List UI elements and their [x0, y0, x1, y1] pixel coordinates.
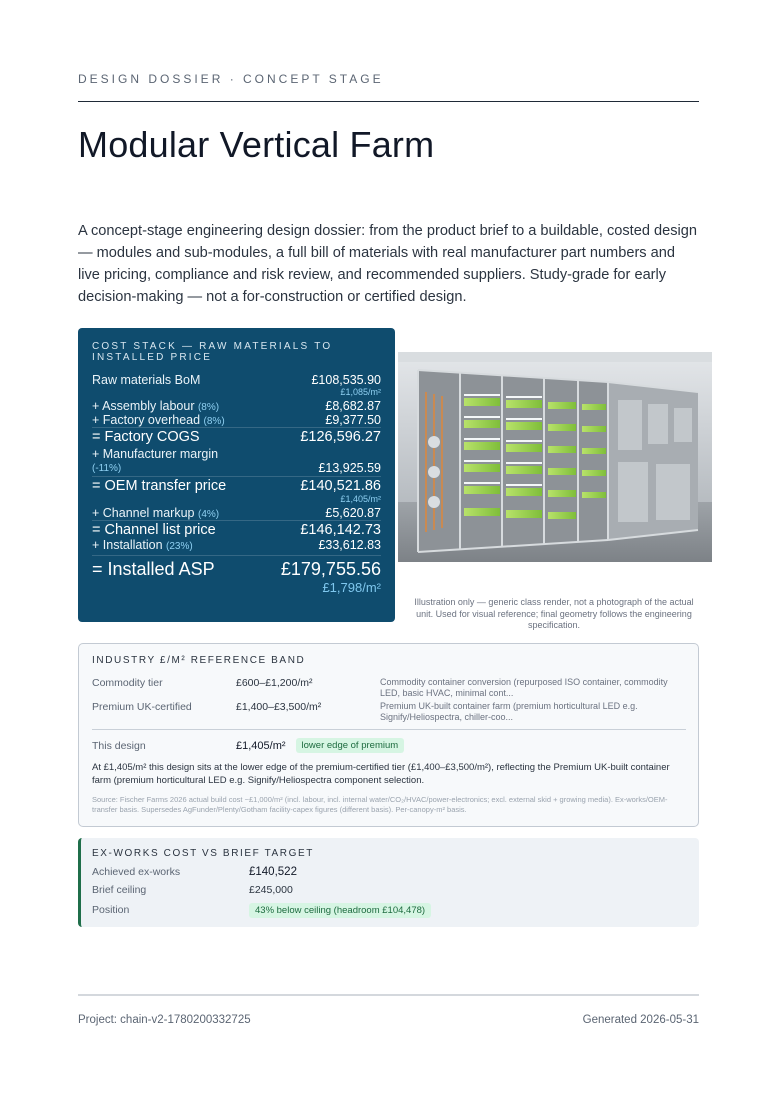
tier-name: Commodity tier: [92, 677, 163, 689]
page-title: Modular Vertical Farm: [78, 124, 435, 165]
cost-row-sub: £1,798/m²: [322, 580, 381, 595]
generated-date: Generated 2026-05-31: [582, 1014, 699, 1026]
cost-row-label: Raw materials BoM: [92, 373, 201, 387]
cost-row-label: = Channel list price: [92, 522, 216, 538]
cost-row-pct: (-11%): [92, 463, 122, 474]
exworks-panel: [78, 838, 699, 927]
cost-row-label: + Channel markup: [92, 506, 195, 520]
cost-row-label: = OEM transfer price: [92, 478, 227, 494]
this-design-label: This design: [92, 739, 146, 752]
cost-row-value: £33,612.83: [318, 538, 381, 552]
cost-row-value: £9,377.50: [325, 413, 381, 427]
exworks-value: £245,000: [249, 884, 293, 896]
cost-row-value: £8,682.87: [325, 399, 381, 413]
footer-rule: [78, 994, 699, 996]
overline: DESIGN DOSSIER · CONCEPT STAGE: [78, 72, 384, 86]
band-divider: [92, 729, 686, 730]
source-note: Source: Fischer Farms 2026 actual build cost ~£1,000/m² (incl. labour, incl. internal water/CO₂/HVAC/power-electronics; excl. external skid + growing media). Ex-works/OEM-transfer basis. Supersedes AgFunder/Plenty/Gotham facility-capex figures (different basis). Per-canopy-m² basis.: [92, 795, 668, 814]
exworks-row-achieved: [92, 863, 688, 881]
tier-range: £600–£1,200/m²: [236, 677, 313, 689]
cost-stack-panel: [78, 328, 395, 622]
cost-stack-heading: COST STACK — RAW MATERIALS TO INSTALLED PRICE: [92, 341, 333, 363]
cost-row-value: £146,142.73: [300, 522, 381, 538]
cost-row-oem-transfer: [92, 476, 381, 504]
tier-row-commodity: [92, 677, 688, 698]
this-design-value: £1,405/m²: [236, 739, 286, 752]
cost-row-pct: (4%): [197, 509, 220, 520]
cost-row-factory-cogs: [92, 427, 381, 445]
cost-row-value: £126,596.27: [300, 429, 381, 445]
cost-row-channel-markup: [92, 506, 381, 520]
cost-row-label: = Factory COGS: [92, 429, 200, 445]
cost-row-value: £13,925.59: [318, 461, 381, 475]
cost-row-label: + Factory overhead: [92, 413, 201, 427]
cost-row-value: £140,521.86: [300, 478, 381, 494]
cost-row-pct: (8%): [197, 402, 220, 413]
project-id: Project: chain-v2-1780200332725: [78, 1014, 251, 1026]
farm-illustration: [398, 352, 712, 562]
illustration-caption: Illustration only — generic class render, not a photograph of the actual unit. Used for visual reference; final geometry follows the engineering specification.: [414, 597, 694, 630]
exworks-label: Achieved ex-works: [92, 866, 181, 878]
exworks-heading: EX-WORKS COST VS BRIEF TARGET: [92, 848, 314, 859]
cost-row-sub: £1,085/m²: [340, 387, 381, 397]
this-design-explanation: At £1,405/m² this design sits at the lower edge of the premium-certified tier (£1,400–£3,500/m²), reflecting the Premium UK-built container farm (premium horticultural LED e.g. Signify/Heliospectra component selection.: [92, 762, 670, 786]
tier-description: Premium UK-built container farm (premium horticultural LED e.g. Signify/Heliospectra, chiller-coo...: [380, 701, 638, 722]
this-design-row: [92, 738, 404, 753]
cost-row-factory-overhead: [92, 413, 381, 427]
reference-band-panel: [78, 643, 699, 827]
tier-name: Premium UK-certified: [92, 701, 192, 713]
reference-band-heading: INDUSTRY £/M² REFERENCE BAND: [92, 655, 306, 666]
exworks-row-position: [92, 899, 688, 921]
cost-row-label: + Assembly labour: [92, 399, 195, 413]
cost-row-label: + Manufacturer margin: [92, 447, 219, 461]
exworks-row-ceiling: [92, 881, 688, 899]
cost-row-value: £5,620.87: [325, 506, 381, 520]
cost-row-label: + Installation: [92, 538, 163, 552]
headroom-badge: 43% below ceiling (headroom £104,478): [249, 903, 431, 918]
exworks-label: Brief ceiling: [92, 884, 147, 896]
cost-row-value: £108,535.90: [311, 373, 381, 387]
cost-row-installed-asp: [92, 555, 381, 596]
cost-row-label: = Installed ASP: [92, 559, 215, 579]
cost-row-pct: (23%): [166, 541, 193, 552]
cost-row-installation: [92, 538, 381, 552]
tier-row-premium: [92, 701, 688, 722]
cost-row-value: £179,755.56: [280, 559, 381, 579]
cost-row-channel-list: [92, 520, 381, 538]
exworks-value: £140,522: [249, 866, 297, 878]
cost-row-sub: £1,405/m²: [340, 494, 381, 504]
exworks-label: Position: [92, 904, 130, 916]
cost-row-assembly-labour: [92, 399, 381, 413]
cost-row-manufacturer-margin: [92, 448, 381, 475]
header-rule: [78, 101, 699, 102]
tier-description: Commodity container conversion (repurposed ISO container, commodity LED, basic HVAC, minimal cont...: [380, 677, 668, 698]
cost-row-raw-materials: [92, 373, 381, 397]
intro-paragraph: A concept-stage engineering design dossier: from the product brief to a buildable, costed design — modules and sub-modules, a full bill of materials with real manufacturer part numbers and live pricing, compliance and risk review, and recommended suppliers. Study-grade for early decision-making — not a for-construction or certified design.: [78, 223, 698, 305]
position-badge: lower edge of premium: [296, 738, 405, 753]
tier-range: £1,400–£3,500/m²: [236, 701, 322, 713]
cost-row-pct: (8%): [203, 416, 225, 427]
